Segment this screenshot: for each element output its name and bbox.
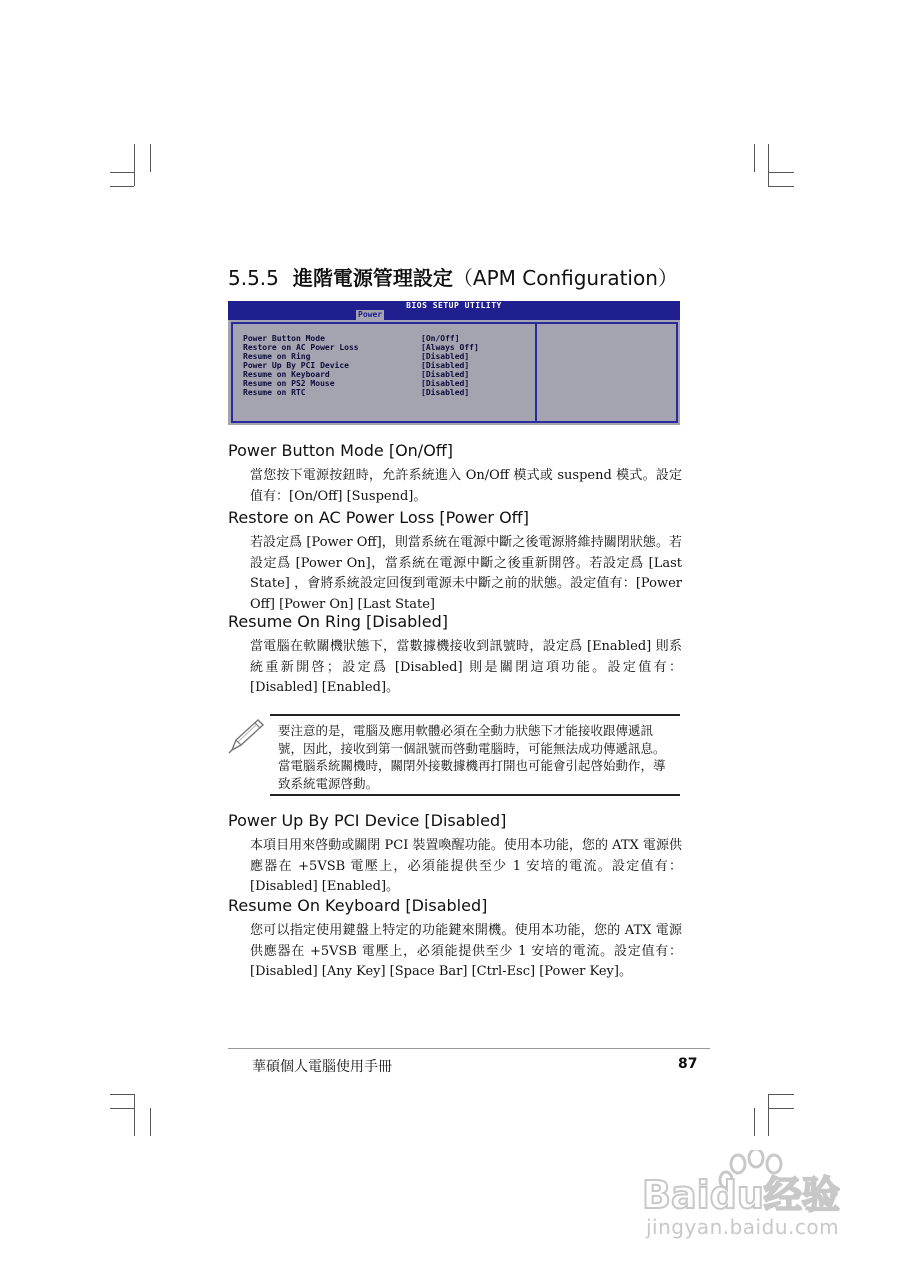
bios-row-value: [Always Off]: [421, 343, 479, 352]
item-text-power-button-mode: 當您按下電源按鈕時，允許系統進入 On/Off 模式或 suspend 模式。設定值有：[On/Off] [Suspend]。: [250, 468, 682, 504]
crop-mark: [754, 144, 755, 172]
section-number: 5.5.5: [228, 266, 279, 290]
footer-divider: [228, 1048, 710, 1049]
crop-mark: [768, 186, 794, 187]
bios-settings-panel: [231, 322, 537, 423]
bios-row-value: [On/Off]: [421, 334, 460, 343]
bios-row-value: [Disabled]: [421, 370, 470, 379]
pencil-icon: [226, 716, 266, 756]
page-number: 87: [678, 1056, 698, 1072]
bios-row-label: Resume on RTC: [243, 388, 306, 397]
section-heading: [228, 262, 678, 291]
item-text-resume-on-keyboard: 您可以指定使用鍵盤上特定的功能鍵來開機。使用本功能，您的 ATX 電源供應器在 +5VSB 電壓上，必須能提供至少 1 安培的電流。設定值有：[Disabled] [Any Key] [Space Bar] [Ctrl-Esc] [Power Key]。: [250, 923, 682, 979]
crop-mark: [768, 1108, 794, 1109]
bios-row: [243, 388, 470, 397]
item-text-restore-ac-power-loss: 若設定爲 [Power Off]，則當系統在電源中斷之後電源將維持關閉狀態。若設定爲 [Power On]，當系統在電源中斷之後重新開啓。若設定爲 [Last State] ，會將系統設定回復到電源未中斷之前的狀態。設定值有：[Power Off] [Power On] [Last State]: [250, 535, 682, 612]
bios-row-value: [Disabled]: [421, 379, 470, 388]
bios-row-label: Power Up By PCI Device: [243, 361, 349, 370]
bios-row-label: Resume on Keyboard: [243, 370, 330, 379]
item-title-resume-on-ring: Resume On Ring [Disabled]: [228, 612, 448, 631]
baidu-watermark-logo: [640, 1150, 860, 1260]
bios-row: [243, 343, 479, 352]
note-box: [270, 714, 680, 796]
bios-row-value: [Disabled]: [421, 361, 470, 370]
crop-mark: [110, 1108, 134, 1109]
crop-mark: [110, 1094, 134, 1095]
bios-help-panel: [535, 322, 678, 423]
bios-screenshot: [228, 301, 680, 425]
item-title-resume-on-keyboard: Resume On Keyboard [Disabled]: [228, 896, 488, 915]
bios-title-bar: [228, 301, 680, 320]
footer-manual-title: 華碩個人電腦使用手冊: [252, 1059, 392, 1075]
bios-row-label: Resume on PS2 Mouse: [243, 379, 335, 388]
item-title-power-button-mode: Power Button Mode [On/Off]: [228, 441, 454, 460]
section-title-cjk: 進階電源管理設定: [292, 266, 453, 290]
crop-mark: [768, 1094, 769, 1136]
bios-row-label: Restore on AC Power Loss: [243, 343, 359, 352]
bios-row-label: Power Button Mode: [243, 334, 325, 343]
item-title-power-up-by-pci: Power Up By PCI Device [Disabled]: [228, 811, 507, 830]
crop-mark: [150, 144, 151, 172]
bios-row-label: Resume on Ring: [243, 352, 311, 361]
bios-row: [243, 379, 470, 388]
bios-row: [243, 334, 460, 343]
item-title-restore-ac-power-loss: Restore on AC Power Loss [Power Off]: [228, 508, 529, 527]
crop-mark: [768, 1094, 794, 1095]
crop-mark: [768, 172, 794, 173]
note-text: 要注意的是，電腦及應用軟體必須在全動力狀態下才能接收跟傳遞訊號，因此，接收到第一個訊號而啓動電腦時，可能無法成功傳遞訊息。當電腦系統關機時，關閉外接數據機再打開也可能會引起啓始動作，導致系統電源啓動。: [278, 723, 666, 791]
item-text-resume-on-ring: 當電腦在軟關機狀態下，當數據機接收到訊號時，設定爲 [Enabled] 則系統重新開啓；設定爲 [Disabled] 則是關閉這項功能。設定值有：[Disabled] [Enabled]。: [250, 639, 682, 695]
section-title-en: （APM Configuration）: [452, 266, 678, 290]
crop-mark: [754, 1108, 755, 1136]
bios-tab-power: Power: [358, 310, 383, 319]
bios-title: BIOS SETUP UTILITY: [406, 301, 502, 310]
crop-mark: [150, 1108, 151, 1136]
crop-mark: [110, 172, 134, 173]
bios-row: [243, 361, 470, 370]
item-text-power-up-by-pci: 本項目用來啓動或關閉 PCI 裝置喚醒功能。使用本功能，您的 ATX 電源供應器在 +5VSB 電壓上，必須能提供至少 1 安培的電流。設定值有：[Disabled] [Enabled]。: [250, 838, 682, 894]
bios-row-value: [Disabled]: [421, 352, 470, 361]
bios-row: [243, 352, 470, 361]
bios-row-value: [Disabled]: [421, 388, 470, 397]
watermark-brand: Baidu经验: [642, 1173, 840, 1217]
crop-mark: [110, 186, 134, 187]
watermark-url: jingyan.baidu.com: [646, 1215, 840, 1239]
crop-mark: [768, 144, 769, 186]
bios-row: [243, 370, 470, 379]
crop-mark: [134, 1094, 135, 1136]
crop-mark: [134, 144, 135, 186]
